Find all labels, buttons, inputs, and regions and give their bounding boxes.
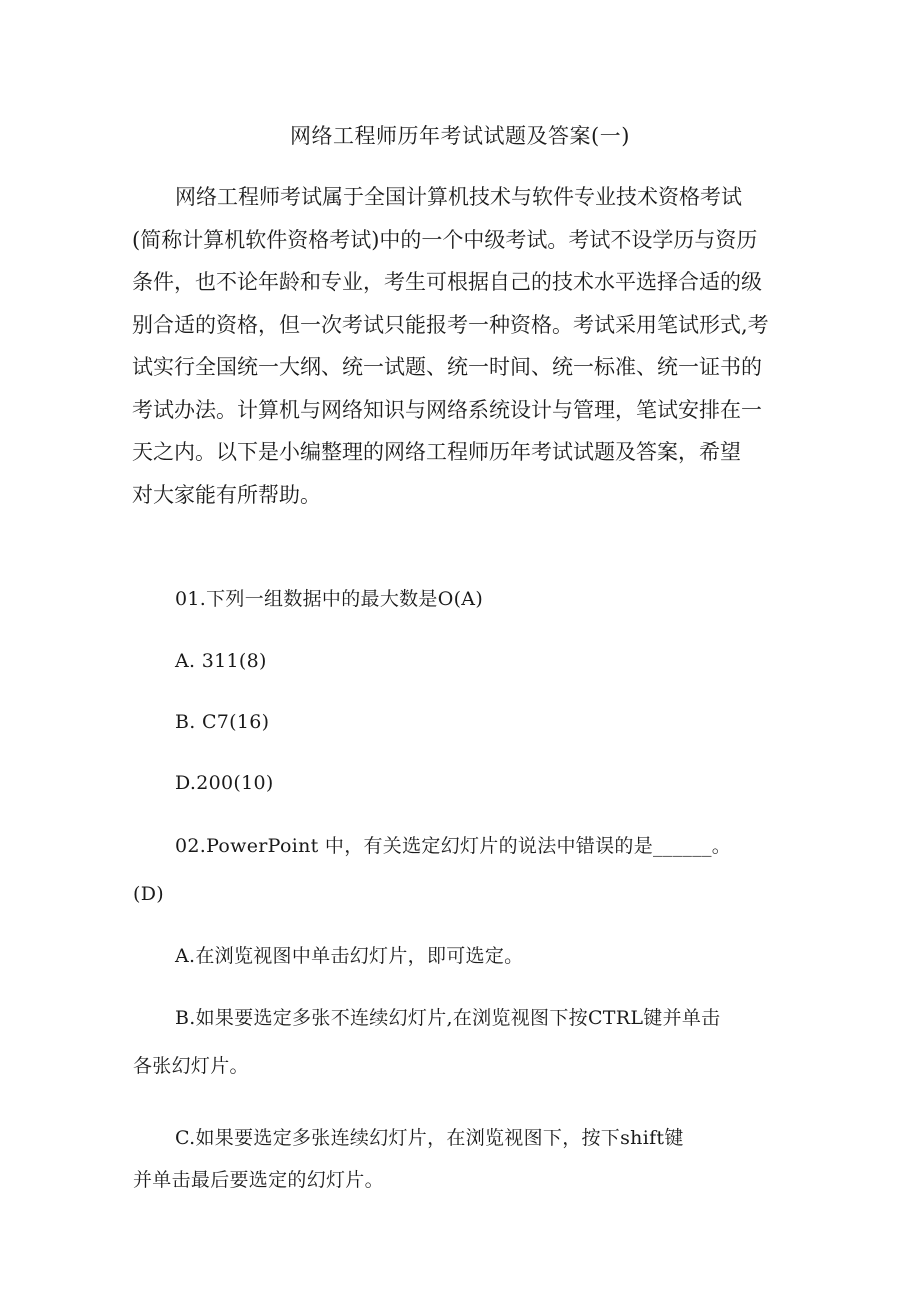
question-1-text: 01.下列一组数据中的最大数是O(A) [175,588,484,610]
question-2-answer: (D) [133,883,164,905]
intro-line: 天之内。以下是小编整理的网络工程师历年考试试题及答案，希望 [132,440,741,464]
intro-line: 别合适的资格，但一次考试只能报考一种资格。考试采用笔试形式,考 [132,312,769,337]
intro-line: 网络工程师考试属于全国计算机技术与软件专业技术资格考试 [175,185,742,209]
question-1-option-a: A. 311(8) [175,650,267,672]
question-1-option-b: B. C7(16) [175,711,270,733]
intro-line: 条件，也不论年龄和专业，考生可根据自己的技术水平选择合适的级 [132,270,762,294]
question-2-option-a: A.在浏览视图中单击幻灯片，即可选定。 [175,945,524,967]
question-2-option-b-cont: 各张幻灯片。 [133,1055,249,1077]
question-2-option-c: C.如果要选定多张连续幻灯片，在浏览视图下，按下shift键 [175,1127,684,1149]
intro-line: (简称计算机软件资格考试)中的一个中级考试。考试不设学历与资历 [132,227,758,252]
question-2-option-b: B.如果要选定多张不连续幻灯片,在浏览视图下按CTRL键并单击 [175,1007,721,1029]
question-2-text: 02.PowerPoint 中，有关选定幻灯片的说法中错误的是______。 [175,835,732,857]
question-1-option-d: D.200(10) [175,772,274,794]
intro-line: 考试办法。计算机与网络知识与网络系统设计与管理，笔试安排在一 [132,397,762,422]
intro-line: 试实行全国统一大纲、统一试题、统一时间、统一标准、统一证书的 [132,355,762,379]
intro-line: 对大家能有所帮助。 [132,482,321,507]
page-title: 网络工程师历年考试试题及答案(一) [290,124,630,148]
intro-paragraph [132,176,788,516]
question-2-option-c-cont: 并单击最后要选定的幻灯片。 [133,1169,384,1191]
